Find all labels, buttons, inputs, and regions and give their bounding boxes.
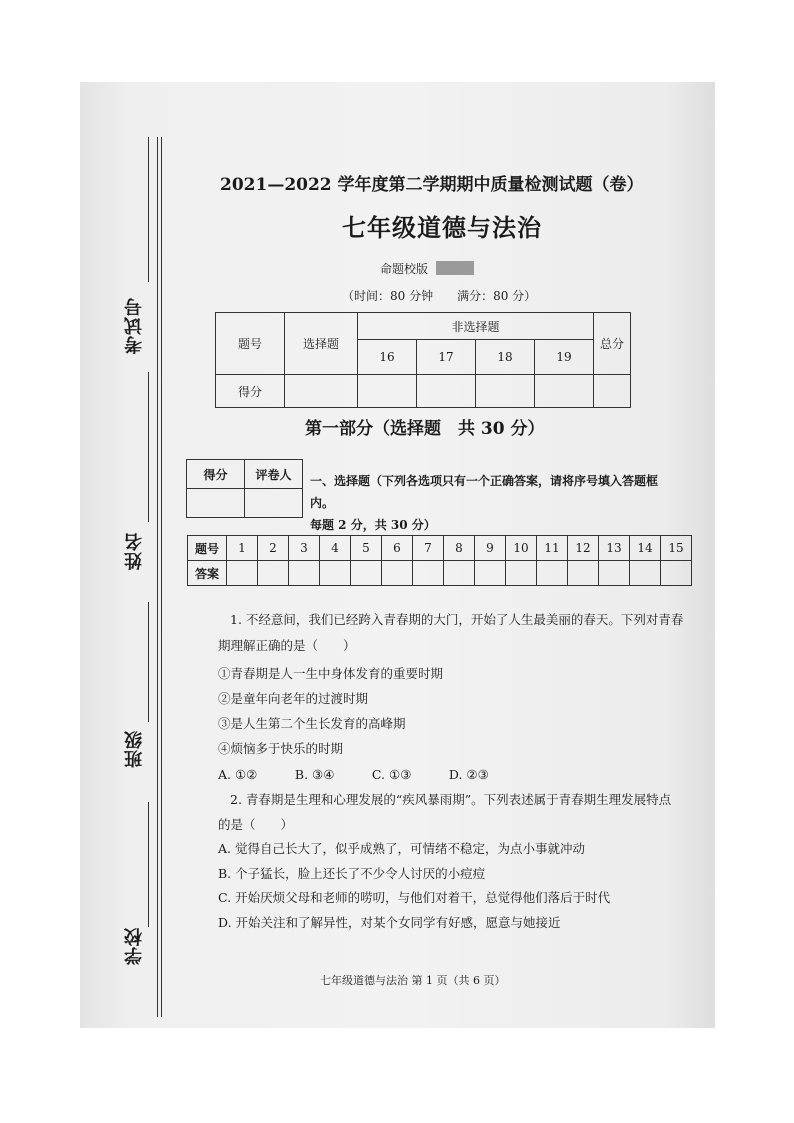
answer-cell[interactable] — [351, 561, 382, 586]
answer-no-11: 11 — [537, 536, 568, 561]
answer-no-15: 15 — [661, 536, 692, 561]
answer-no-9: 9 — [475, 536, 506, 561]
answer-no-1: 1 — [227, 536, 258, 561]
score-col-17: 17 — [417, 340, 476, 375]
q2-option-a: A. 觉得自己长大了，似乎成熟了，可情绪不稳定，为点小事就冲动 — [218, 841, 585, 856]
q1-options: A. ①② B. ③④ C. ①③ D. ②③ — [218, 767, 489, 782]
answer-no-13: 13 — [599, 536, 630, 561]
class-label: 班级 — [124, 730, 145, 768]
answer-table — [187, 535, 692, 586]
score-cell-19[interactable] — [535, 375, 594, 408]
exam-paper — [80, 82, 715, 1028]
answer-no-5: 5 — [351, 536, 382, 561]
grader-score-cell[interactable] — [187, 489, 245, 518]
answer-no-6: 6 — [382, 536, 413, 561]
name-rule — [148, 372, 149, 522]
answer-no-2: 2 — [258, 536, 289, 561]
school-label-text: 命题校版 — [380, 262, 429, 276]
score-col-18: 18 — [476, 340, 535, 375]
score-col-16: 16 — [358, 340, 417, 375]
q1-statement-4: ④烦恼多于快乐的时期 — [218, 741, 344, 756]
q1-statement-1: ①青春期是人一生中身体发育的重要时期 — [218, 666, 444, 681]
exam-no-label: 考试号 — [124, 297, 145, 354]
q2-stem-line1: 2. 青春期是生理和心理发展的“疾风暴雨期”。下列表述属于青春期生理发展特点 — [230, 792, 672, 807]
score-header-qno: 题号 — [216, 313, 285, 375]
answer-cell[interactable] — [661, 561, 692, 586]
score-row-label: 得分 — [216, 375, 285, 408]
score-cell-choice[interactable] — [285, 375, 358, 408]
binding-line-inner — [161, 137, 162, 1017]
name-label: 姓名 — [124, 532, 145, 570]
time-info: （时间：80 分钟 满分：80 分） — [342, 289, 537, 303]
answer-cell[interactable] — [320, 561, 351, 586]
answer-cell[interactable] — [537, 561, 568, 586]
q2-option-d: D. 开始关注和了解异性，对某个女同学有好感，愿意与她接近 — [218, 915, 561, 930]
answer-cell[interactable] — [506, 561, 537, 586]
q2-stem-line2: 的是（ ） — [218, 817, 294, 832]
subject-title: 七年级道德与法治 — [342, 213, 542, 242]
answer-cell[interactable] — [444, 561, 475, 586]
q1-statement-3: ③是人生第二个生长发育的高峰期 — [218, 716, 406, 731]
score-cell-18[interactable] — [476, 375, 535, 408]
answer-cell[interactable] — [413, 561, 444, 586]
section1-instructions — [310, 470, 680, 536]
q1-stem-line2: 期理解正确的是（ ） — [218, 638, 356, 653]
answer-qno-label: 题号 — [188, 536, 227, 561]
answer-no-7: 7 — [413, 536, 444, 561]
answer-fill-row — [188, 561, 692, 586]
answer-no-12: 12 — [568, 536, 599, 561]
answer-no-14: 14 — [630, 536, 661, 561]
answer-no-8: 8 — [444, 536, 475, 561]
score-table — [215, 312, 631, 408]
grader-score-label: 得分 — [187, 460, 245, 489]
instr-line-2: 每题 2 分，共 30 分） — [310, 518, 436, 532]
score-col-19: 19 — [535, 340, 594, 375]
score-cell-17[interactable] — [417, 375, 476, 408]
answer-cell[interactable] — [382, 561, 413, 586]
score-header-total: 总分 — [594, 313, 631, 375]
class-rule — [148, 602, 149, 722]
redacted-block — [436, 261, 474, 275]
score-header-choice: 选择题 — [285, 313, 358, 375]
answer-no-10: 10 — [506, 536, 537, 561]
score-cell-16[interactable] — [358, 375, 417, 408]
score-header-nonchoice: 非选择题 — [358, 313, 594, 340]
answer-cell[interactable] — [227, 561, 258, 586]
page-footer: 七年级道德与法治 第 1 页（共 6 页） — [320, 974, 506, 987]
answer-no-4: 4 — [320, 536, 351, 561]
exam-title: 2021—2022 学年度第二学期期中质量检测试题（卷） — [220, 175, 644, 195]
q1-statement-2: ②是童年向老年的过渡时期 — [218, 691, 369, 706]
q2-option-c: C. 开始厌烦父母和老师的唠叨，与他们对着干，总觉得他们落后于时代 — [218, 890, 611, 905]
score-cell-total[interactable] — [594, 375, 631, 408]
answer-no-3: 3 — [289, 536, 320, 561]
school-info — [380, 260, 474, 277]
instr-line-1: 一、选择题（下列各选项只有一个正确答案，请将序号填入答题框内。 — [310, 474, 659, 510]
answer-cell[interactable] — [568, 561, 599, 586]
grader-name-label: 评卷人 — [245, 460, 303, 489]
school-label: 学校 — [124, 927, 145, 965]
answer-cell[interactable] — [630, 561, 661, 586]
answer-cell[interactable] — [289, 561, 320, 586]
answer-row-label: 答案 — [188, 561, 227, 586]
answer-cell[interactable] — [258, 561, 289, 586]
q1-stem-line1: 1. 不经意间，我们已经跨入青春期的大门，开始了人生最美丽的春天。下列对青春 — [230, 612, 684, 627]
exam-no-rule — [148, 137, 149, 282]
answer-cell[interactable] — [475, 561, 506, 586]
answer-number-row — [188, 536, 692, 561]
binding-margin — [80, 82, 170, 1028]
grader-name-cell[interactable] — [245, 489, 303, 518]
school-rule — [148, 802, 149, 927]
binding-line — [157, 137, 158, 1017]
part1-title: 第一部分（选择题 共 30 分） — [305, 419, 545, 439]
q2-option-b: B. 个子猛长，脸上还长了不少令人讨厌的小痘痘 — [218, 866, 486, 881]
answer-cell[interactable] — [599, 561, 630, 586]
grader-table — [186, 459, 303, 518]
